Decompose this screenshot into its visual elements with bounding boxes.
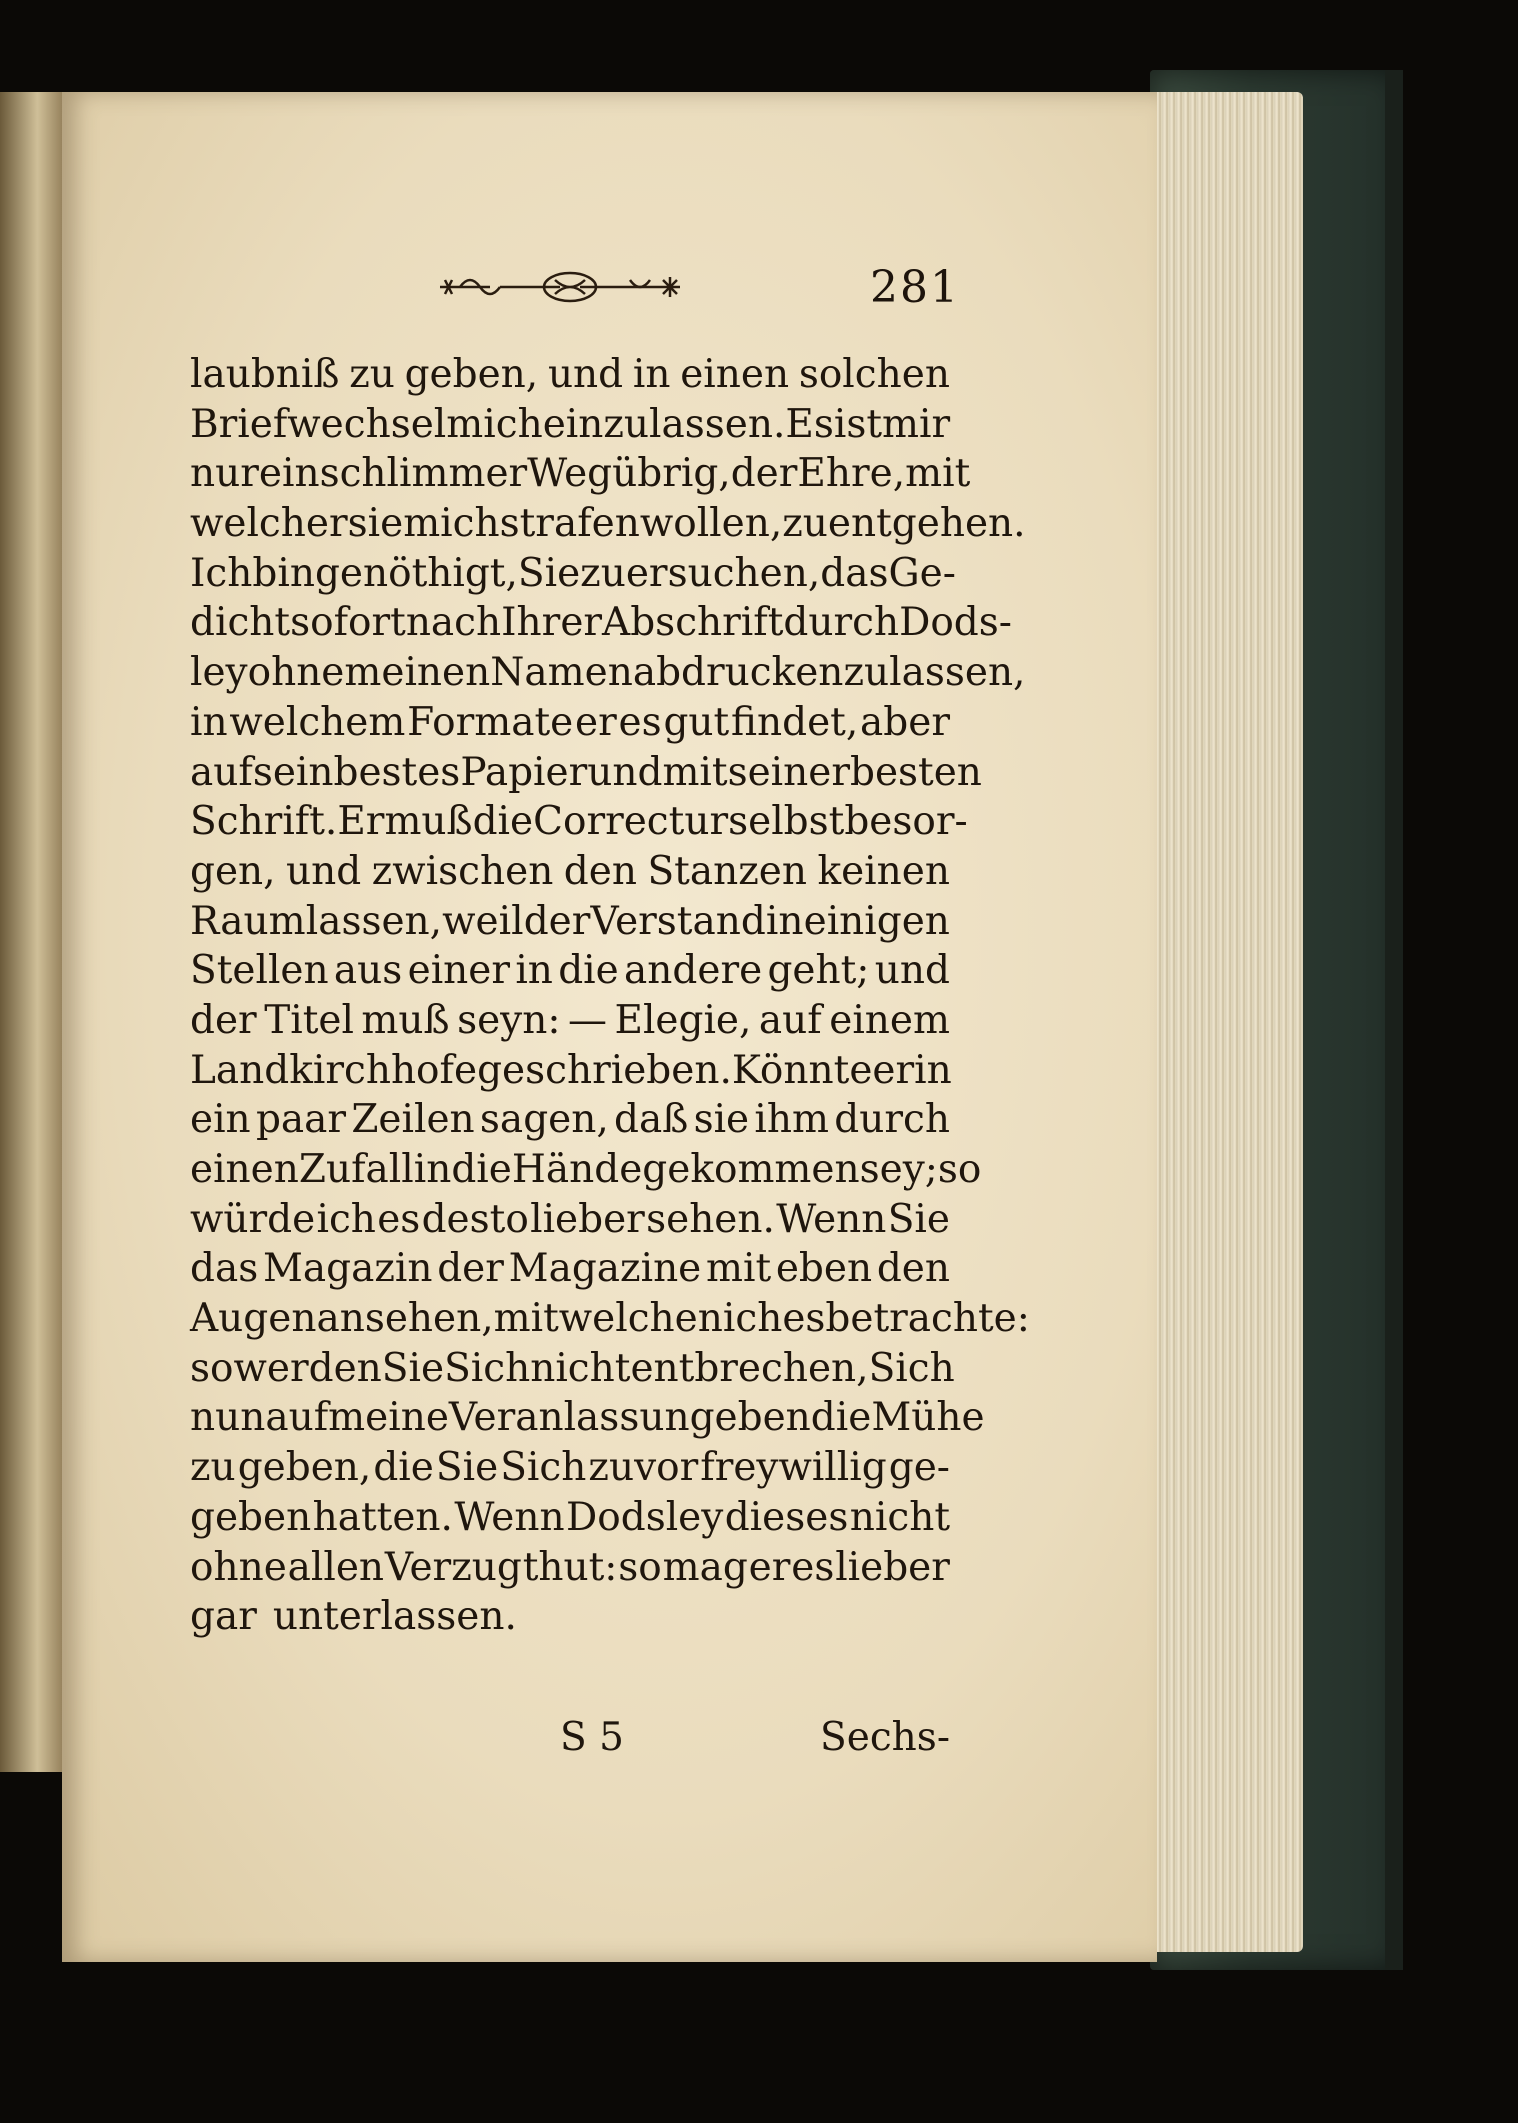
word: Verzug (384, 1544, 522, 1590)
word: ge- (888, 1445, 950, 1491)
word: werden (233, 1345, 382, 1391)
word: Sich (444, 1345, 531, 1391)
word: gen, (190, 848, 276, 894)
word: sie (347, 501, 404, 547)
word: unterlassen. (272, 1594, 517, 1640)
book-cover-edge (1385, 70, 1403, 1970)
text-line (190, 698, 950, 748)
word: Namen (490, 650, 633, 696)
page-stack-edge (1148, 92, 1303, 1952)
word: solchen (798, 352, 950, 397)
word: ansehen, (316, 1296, 494, 1342)
word: selbst (728, 799, 845, 845)
word: gut (663, 699, 730, 745)
word: die (472, 799, 534, 845)
word: Landkirchhofe (190, 1047, 478, 1093)
word: sagen, (479, 1097, 609, 1143)
word: Augen (190, 1296, 317, 1342)
text-line (190, 1443, 950, 1493)
text-line (190, 499, 1026, 549)
word: Hände (511, 1147, 643, 1192)
word: nur (190, 451, 259, 497)
word: zu (843, 650, 890, 696)
page-footer (190, 1715, 950, 1775)
word: ist (833, 401, 883, 447)
word: die (451, 1147, 512, 1192)
word: wollen, (639, 501, 783, 547)
word: geben (190, 1494, 312, 1540)
word: Formate (407, 699, 574, 745)
word: sofort (290, 600, 406, 646)
word: er (748, 1544, 791, 1590)
text-line (190, 847, 950, 897)
word: Ge- (888, 550, 956, 596)
text-line (190, 1592, 950, 1642)
word: einen (190, 1147, 299, 1192)
word: Es (785, 401, 834, 447)
word: nach (405, 600, 502, 646)
word: lieber (835, 1544, 950, 1590)
word: Sich (500, 1445, 587, 1491)
word: die (558, 948, 619, 994)
word: nun (190, 1395, 266, 1441)
word: besten (850, 749, 982, 795)
word: bestes (333, 749, 461, 795)
word: ihm (754, 1097, 829, 1143)
word: dicht (190, 600, 291, 646)
word: allen (287, 1544, 385, 1590)
word: Raum (190, 898, 306, 944)
text-line (190, 1493, 950, 1543)
word: Magazine (508, 1246, 702, 1292)
word: das (190, 1246, 259, 1292)
word: abdrucken (632, 650, 844, 696)
word: in (765, 898, 804, 944)
word: Ihrer (501, 600, 603, 646)
word: hatten. (312, 1494, 453, 1540)
word: weil (442, 898, 524, 944)
catchword: Sechs- (820, 1715, 950, 1760)
word: zu (190, 1445, 236, 1491)
word: durch (783, 600, 900, 646)
word: es (782, 1296, 826, 1342)
word: sehen. (646, 1196, 775, 1242)
word: so (190, 1345, 234, 1391)
word: ich (722, 1296, 783, 1342)
word: Correctur (533, 799, 729, 845)
word: muß (384, 799, 473, 845)
text-line (190, 1095, 950, 1145)
word: Stanzen (647, 848, 807, 894)
word: Könnte (731, 1047, 873, 1093)
word: zu (782, 501, 828, 547)
word: mich (403, 501, 500, 547)
word: ein (258, 451, 320, 497)
word: keinen (817, 848, 950, 894)
word: ohne (247, 650, 345, 696)
word: übrig, (612, 451, 731, 497)
word: besor- (844, 799, 968, 845)
word: Papier (460, 749, 588, 795)
word: geben, (237, 1445, 372, 1491)
word: in (515, 948, 553, 994)
word: entbrechen, (630, 1345, 869, 1391)
word: Wenn (454, 1494, 565, 1540)
word: auf (758, 997, 822, 1043)
word: Ich (190, 550, 253, 596)
text-line (190, 1294, 1030, 1344)
word: meine (328, 1395, 449, 1441)
word: seiner (727, 749, 850, 795)
word: lassen, (889, 650, 1026, 696)
word: die (373, 1445, 434, 1491)
text-line (190, 1393, 985, 1443)
word: ein (190, 1097, 251, 1143)
word: betrachte: (825, 1296, 1030, 1342)
word: ley (190, 650, 248, 696)
word: Dods- (899, 600, 1012, 646)
word: in (190, 699, 228, 745)
word: mir (882, 401, 951, 447)
word: aber (860, 699, 950, 745)
word: Verstand (590, 898, 766, 944)
word: geben, (404, 352, 539, 397)
word: Sie (435, 1445, 499, 1491)
word: zu (349, 352, 395, 397)
word: gekommen (642, 1147, 860, 1192)
word: eben (714, 1395, 811, 1441)
word: Schrift. (190, 799, 338, 845)
text-line (190, 1145, 982, 1195)
word: und (587, 749, 663, 795)
word: meinen (344, 650, 491, 696)
text-line (190, 797, 968, 847)
text-line (190, 946, 950, 996)
word: Zufall (298, 1147, 414, 1192)
word: Mühe (871, 1395, 985, 1441)
word: einigen (803, 898, 950, 944)
word: ich (316, 1196, 376, 1242)
word: Sie (381, 1345, 445, 1391)
word: findet, (731, 699, 859, 745)
text-line (190, 598, 1012, 648)
word: ersuchen, (625, 550, 821, 596)
text-line (190, 1344, 955, 1394)
word: welchen (558, 1296, 723, 1342)
word: Wenn (776, 1196, 887, 1242)
word: es (377, 1196, 421, 1242)
word: Er (337, 799, 385, 845)
word: und (286, 848, 362, 894)
word: durch (834, 1097, 950, 1143)
word: nicht (530, 1345, 631, 1391)
text-line (190, 996, 950, 1046)
page-text (190, 350, 1030, 1642)
word: Dodsley (565, 1494, 724, 1540)
word: dieses (724, 1494, 849, 1540)
word: geht; (767, 948, 870, 994)
word: entgehen. (827, 501, 1026, 547)
word: Elegie, (614, 997, 752, 1043)
word: auf (190, 749, 253, 795)
word: die (810, 1395, 872, 1441)
word: welchem (229, 699, 406, 745)
word: eben (775, 1246, 873, 1292)
word: lassen, (305, 898, 443, 944)
word: freywillig (700, 1445, 887, 1491)
word: — (567, 997, 607, 1043)
word: so (618, 1544, 662, 1590)
word: aus (333, 948, 403, 994)
word: strafen (499, 501, 640, 547)
word: einer (407, 948, 511, 994)
word: auf (265, 1395, 329, 1441)
word: Abschrift (602, 600, 784, 646)
word: das (820, 550, 889, 596)
word: so (937, 1147, 982, 1192)
text-line (190, 1195, 950, 1245)
word: Veranlassung (448, 1395, 715, 1441)
signature-mark: S 5 (560, 1715, 624, 1760)
word: gar (190, 1594, 257, 1640)
word: seyn: (457, 997, 561, 1043)
word: der (437, 1246, 504, 1292)
word: es (618, 699, 662, 745)
word: mit (705, 1246, 772, 1292)
left-page-edge (0, 92, 68, 1772)
word: Weg (527, 451, 613, 497)
word: mag (662, 1544, 748, 1590)
word: er (575, 699, 617, 745)
word: schlimmer (319, 451, 528, 497)
word: würde (190, 1196, 316, 1242)
word: und (874, 948, 950, 994)
word: und (547, 352, 624, 397)
word: in (413, 1147, 452, 1192)
word: in (914, 1047, 952, 1093)
text-line (190, 1543, 950, 1593)
word: Sich (868, 1345, 955, 1391)
word: ohne (190, 1544, 287, 1590)
word: genöthigt, (314, 550, 518, 596)
word: Stellen (190, 948, 329, 994)
word: zuvor (588, 1445, 699, 1491)
word: bin (252, 550, 315, 596)
text-line (190, 549, 956, 599)
text-line (190, 1046, 950, 1096)
word: einem (829, 997, 950, 1043)
word: den (876, 1246, 950, 1292)
word: paar (255, 1097, 347, 1143)
word: zu (580, 550, 626, 596)
word: lieber (530, 1196, 645, 1242)
word: thut: (522, 1544, 618, 1590)
word: sie (693, 1097, 750, 1143)
word: Titel (264, 997, 354, 1043)
word: mit (493, 1296, 559, 1342)
word: Sie (517, 550, 581, 596)
word: zwischen (371, 848, 554, 894)
word: geschrieben. (477, 1047, 732, 1093)
word: laubniß (190, 352, 340, 397)
word: nicht (849, 1494, 950, 1540)
word: der (523, 898, 591, 944)
text-line (190, 748, 982, 798)
header-ornament (430, 262, 710, 312)
word: Sie (887, 1196, 950, 1242)
word: andere (624, 948, 763, 994)
word: mit (662, 749, 728, 795)
word: mich (446, 401, 543, 447)
text-line (190, 897, 950, 947)
word: Ehre, (797, 451, 906, 497)
text-line (190, 400, 950, 450)
word: der (190, 997, 257, 1043)
word: in (632, 352, 671, 397)
word: es (791, 1544, 835, 1590)
word: mit (905, 451, 971, 497)
word: Zeilen (351, 1097, 475, 1143)
word: Magazin (262, 1246, 433, 1292)
word: daß (614, 1097, 689, 1143)
word: Briefwechsel (190, 401, 447, 447)
word: den (563, 848, 637, 894)
word: desto (421, 1196, 529, 1242)
page-number: 281 (870, 262, 960, 313)
word: einen (680, 352, 790, 397)
text-line (190, 1244, 950, 1294)
text-line (190, 350, 950, 400)
word: er (872, 1047, 915, 1093)
word: welcher (190, 501, 348, 547)
word: muß (361, 997, 450, 1043)
word: sein (252, 749, 334, 795)
word: sey; (859, 1147, 938, 1192)
text-line (190, 648, 1026, 698)
text-line (190, 449, 971, 499)
word: der (730, 451, 798, 497)
word: einzulassen. (542, 401, 786, 447)
